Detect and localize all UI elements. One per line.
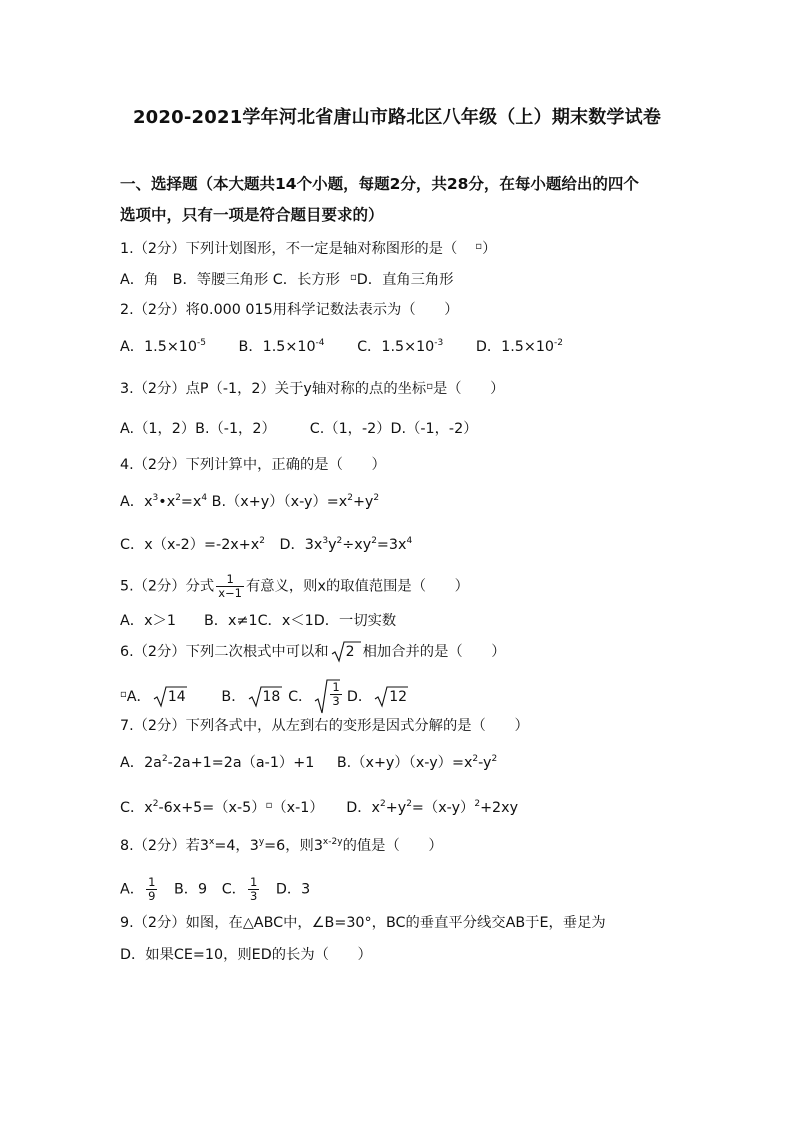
radical-fraction: $\frac{1}{3}$ bbox=[314, 679, 340, 715]
option-d: D．$1.5\times 10^{-2}$ bbox=[475, 338, 564, 355]
question-3-stem: 3.（2分）点P（-1，2）关于y轴对称的点的坐标▫是（ ） bbox=[120, 381, 505, 397]
option-a: A．$1.5\times 10^{-5}$ bbox=[120, 338, 206, 355]
question-4-options-ab: A．$x^3•x^2=x^4$ $B.(x+y)(x-y)=x^2+y^2$ bbox=[120, 493, 380, 510]
question-7-stem: 7.（2分）下列各式中，从左到右的变形是因式分解的是（ ） bbox=[120, 718, 529, 734]
question-5-stem: 5.（2分）分式 $\frac{1}{x-1}$ 有意义，则x的取值范围是（ ） bbox=[120, 572, 469, 600]
radical: 18 bbox=[248, 686, 282, 708]
section-heading-line1: 一、选择题（本大题共14个小题，每题2分，共28分，在每小题给出的四个 bbox=[120, 175, 639, 193]
option-c: C．$1.5\times 10^{-3}$ bbox=[357, 338, 444, 355]
radical: 14 bbox=[153, 686, 187, 708]
question-8-stem: 8.（2分）若$3^x=4$，$3^y=6$，则$3^{x-2y}$的值是（ ） bbox=[120, 837, 443, 854]
fraction: $\frac{1}{9}$ bbox=[148, 875, 156, 903]
question-6-stem: 6.（2分）下列二次根式中可以和 2 相加合并的是（ ） bbox=[120, 641, 506, 663]
fraction: $\frac{1}{x-1}$ bbox=[218, 572, 242, 600]
question-9-line1: 9.（2分）如图，在△ABC中，∠B=30°，BC的垂直平分线交AB于E，垂足为 bbox=[120, 915, 606, 931]
question-3-options: A.（1，2）B.（-1，2） C.（1，-2）D.（-1，-2） bbox=[120, 421, 478, 437]
fraction: $\frac{1}{3}$ bbox=[249, 875, 258, 903]
question-5-options: A．x＞1 B．x≠1C．x＜1D．一切实数 bbox=[120, 613, 397, 629]
radical: 2 bbox=[331, 641, 361, 663]
question-9-line2: D．如果CE=10，则ED的长为（ ） bbox=[120, 947, 372, 963]
question-1-options: A．角 B．等腰三角形 C．长方形 ▫D．直角三角形 bbox=[120, 272, 454, 288]
question-6-options: ▫A． 14 B． 18 C． $\frac{1}{3}$ D． 12 bbox=[120, 679, 410, 715]
radical: 12 bbox=[374, 686, 408, 708]
question-8-options: A． $\frac{1}{9}$ B．9 C． $\frac{1}{3}$ D．3 bbox=[120, 875, 311, 903]
question-2-stem: 2.（2分）将0.000 015用科学记数法表示为（ ） bbox=[120, 302, 459, 318]
question-4-stem: 4.（2分）下列计算中，正确的是（ ） bbox=[120, 457, 386, 473]
question-4-options-cd: C．$x(x-2)=-2x+x^2$ D．$3x^3y^2\div xy^2=3x^4$ bbox=[120, 536, 413, 553]
question-2-options bbox=[120, 337, 563, 357]
section-heading-line2: 选项中，只有一项是符合题目要求的） bbox=[120, 206, 384, 224]
option-b: B．$1.5\times 10^{-4}$ bbox=[238, 338, 325, 355]
question-7-options-cd: C．$x^2-6x+5=(x-5)^▫(x-1)$ D．$x^2+y^2=(x-y)^2+2xy$ bbox=[120, 799, 519, 816]
question-1-stem: 1.（2分）下列计划图形，不一定是轴对称图形的是（ ▫） bbox=[120, 241, 497, 257]
page-title: 2020-2021学年河北省唐山市路北区八年级（上）期末数学试卷 bbox=[132, 107, 662, 128]
question-7-options-ab: A．$2a^2-2a+1=2a(a-1)+1$ $B.(x+y)(x-y)=x^2-y^2$ bbox=[120, 754, 498, 771]
